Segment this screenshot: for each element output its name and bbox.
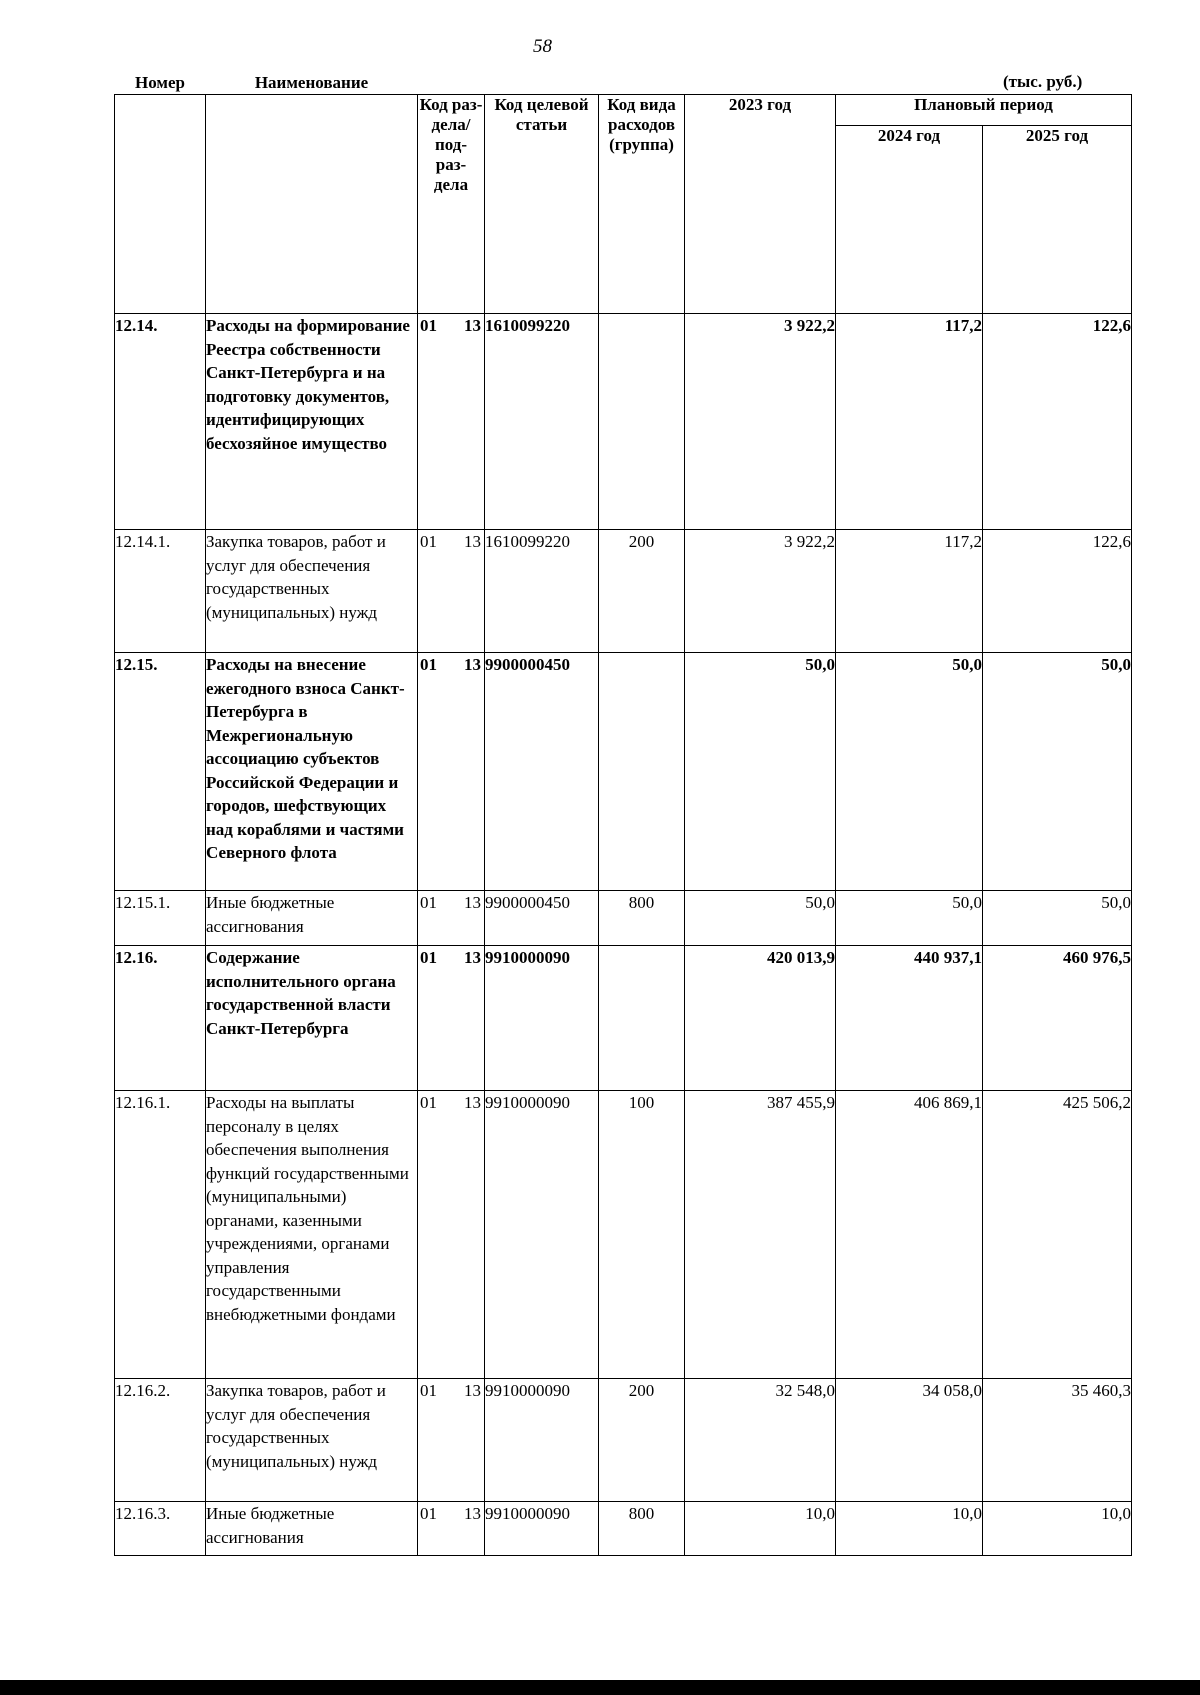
row-value-2024: 34 058,0 xyxy=(836,1379,983,1502)
row-value-2023: 50,0 xyxy=(685,891,836,946)
row-value-2023: 387 455,9 xyxy=(685,1091,836,1379)
section-code: 01 xyxy=(420,1381,437,1400)
row-section-code xyxy=(418,653,485,891)
subsection-code: 13 xyxy=(464,948,481,967)
header-planned-period: Плановый период xyxy=(836,95,1132,126)
subsection-code: 13 xyxy=(464,1093,481,1112)
row-target-code: 9910000090 xyxy=(485,1502,599,1556)
table-row xyxy=(115,1502,1132,1556)
row-value-2024: 117,2 xyxy=(836,530,983,653)
row-number: 12.16.2. xyxy=(115,1379,206,1502)
header-year-2025: 2025 год xyxy=(983,126,1132,314)
row-number: 12.16.3. xyxy=(115,1502,206,1556)
row-section-code xyxy=(418,1502,485,1556)
subsection-code: 13 xyxy=(464,1504,481,1523)
section-code: 01 xyxy=(420,655,437,674)
row-name: Расходы на выплаты персоналу в целях обеспечения выполнения функций государственными (муниципальными) органами, казенными учреждениями, органами управления государственными внебюджетными фондами xyxy=(206,1091,418,1379)
row-name: Закупка товаров, работ и услуг для обеспечения государственных (муниципальных) нужд xyxy=(206,1379,418,1502)
row-target-code: 9900000450 xyxy=(485,653,599,891)
page-number: 58 xyxy=(533,36,552,57)
row-value-2024: 10,0 xyxy=(836,1502,983,1556)
row-target-code: 9910000090 xyxy=(485,1091,599,1379)
row-name: Закупка товаров, работ и услуг для обеспечения государственных (муниципальных) нужд xyxy=(206,530,418,653)
row-number: 12.16.1. xyxy=(115,1091,206,1379)
row-expense-kind: 200 xyxy=(599,1379,685,1502)
row-value-2025: 50,0 xyxy=(983,653,1132,891)
subsection-code: 13 xyxy=(464,893,481,912)
subsection-code: 13 xyxy=(464,655,481,674)
header-expense-kind-code: Код вида расходов (группа) xyxy=(599,95,685,314)
section-code: 01 xyxy=(420,316,437,335)
row-expense-kind xyxy=(599,946,685,1091)
row-name: Расходы на внесение ежегодного взноса Санкт-Петербурга в Межрегиональную ассоциацию субъектов Российской Федерации и городов, шефствующих над кораблями и частями Северного флота xyxy=(206,653,418,891)
row-value-2024: 117,2 xyxy=(836,314,983,530)
header-year-2023: 2023 год xyxy=(685,95,836,314)
row-expense-kind xyxy=(599,314,685,530)
section-code: 01 xyxy=(420,1093,437,1112)
row-value-2025: 35 460,3 xyxy=(983,1379,1132,1502)
row-value-2024: 50,0 xyxy=(836,891,983,946)
row-value-2025: 10,0 xyxy=(983,1502,1132,1556)
table-row xyxy=(115,653,1132,891)
table-row xyxy=(115,1379,1132,1502)
header-year-2024: 2024 год xyxy=(836,126,983,314)
scan-edge-bar xyxy=(0,1680,1200,1695)
subsection-code: 13 xyxy=(464,316,481,335)
header-number: Номер xyxy=(115,95,206,314)
row-value-2023: 3 922,2 xyxy=(685,314,836,530)
units-label: (тыс. руб.) xyxy=(1003,72,1083,91)
section-code: 01 xyxy=(420,532,437,551)
row-section-code xyxy=(418,530,485,653)
row-number: 12.15.1. xyxy=(115,891,206,946)
row-target-code: 1610099220 xyxy=(485,530,599,653)
row-number: 12.15. xyxy=(115,653,206,891)
row-expense-kind: 800 xyxy=(599,1502,685,1556)
header-name: Наименование xyxy=(206,95,418,314)
row-expense-kind: 100 xyxy=(599,1091,685,1379)
section-code: 01 xyxy=(420,893,437,912)
row-target-code: 9910000090 xyxy=(485,1379,599,1502)
row-target-code: 9910000090 xyxy=(485,946,599,1091)
row-value-2024: 50,0 xyxy=(836,653,983,891)
table-row xyxy=(115,946,1132,1091)
table-row xyxy=(115,530,1132,653)
subsection-code: 13 xyxy=(464,532,481,551)
row-value-2024: 440 937,1 xyxy=(836,946,983,1091)
row-target-code: 1610099220 xyxy=(485,314,599,530)
row-expense-kind: 800 xyxy=(599,891,685,946)
row-section-code xyxy=(418,891,485,946)
table-row xyxy=(115,891,1132,946)
table-row xyxy=(115,1091,1132,1379)
row-number: 12.14. xyxy=(115,314,206,530)
row-value-2023: 10,0 xyxy=(685,1502,836,1556)
row-number: 12.16. xyxy=(115,946,206,1091)
row-section-code xyxy=(418,314,485,530)
header-target-code: Код целевой статьи xyxy=(485,95,599,314)
row-value-2024: 406 869,1 xyxy=(836,1091,983,1379)
row-value-2023: 32 548,0 xyxy=(685,1379,836,1502)
section-code: 01 xyxy=(420,948,437,967)
section-code: 01 xyxy=(420,1504,437,1523)
row-expense-kind xyxy=(599,653,685,891)
row-value-2025: 122,6 xyxy=(983,530,1132,653)
table-row xyxy=(115,314,1132,530)
row-section-code xyxy=(418,1091,485,1379)
row-value-2023: 50,0 xyxy=(685,653,836,891)
row-section-code xyxy=(418,1379,485,1502)
header-section-code: Код раз- дела/ под- раз- дела xyxy=(418,95,485,314)
row-name: Содержание исполнительного органа государственной власти Санкт-Петербурга xyxy=(206,946,418,1091)
row-value-2025: 425 506,2 xyxy=(983,1091,1132,1379)
row-number: 12.14.1. xyxy=(115,530,206,653)
row-name: Иные бюджетные ассигнования xyxy=(206,891,418,946)
row-target-code: 9900000450 xyxy=(485,891,599,946)
row-value-2025: 460 976,5 xyxy=(983,946,1132,1091)
row-value-2023: 420 013,9 xyxy=(685,946,836,1091)
row-name: Иные бюджетные ассигнования xyxy=(206,1502,418,1556)
row-value-2025: 50,0 xyxy=(983,891,1132,946)
row-name: Расходы на формирование Реестра собственности Санкт-Петербурга и на подготовку документов, идентифицирующих бесхозяйное имущество xyxy=(206,314,418,530)
row-value-2025: 122,6 xyxy=(983,314,1132,530)
row-section-code xyxy=(418,946,485,1091)
subsection-code: 13 xyxy=(464,1381,481,1400)
row-value-2023: 3 922,2 xyxy=(685,530,836,653)
row-expense-kind: 200 xyxy=(599,530,685,653)
